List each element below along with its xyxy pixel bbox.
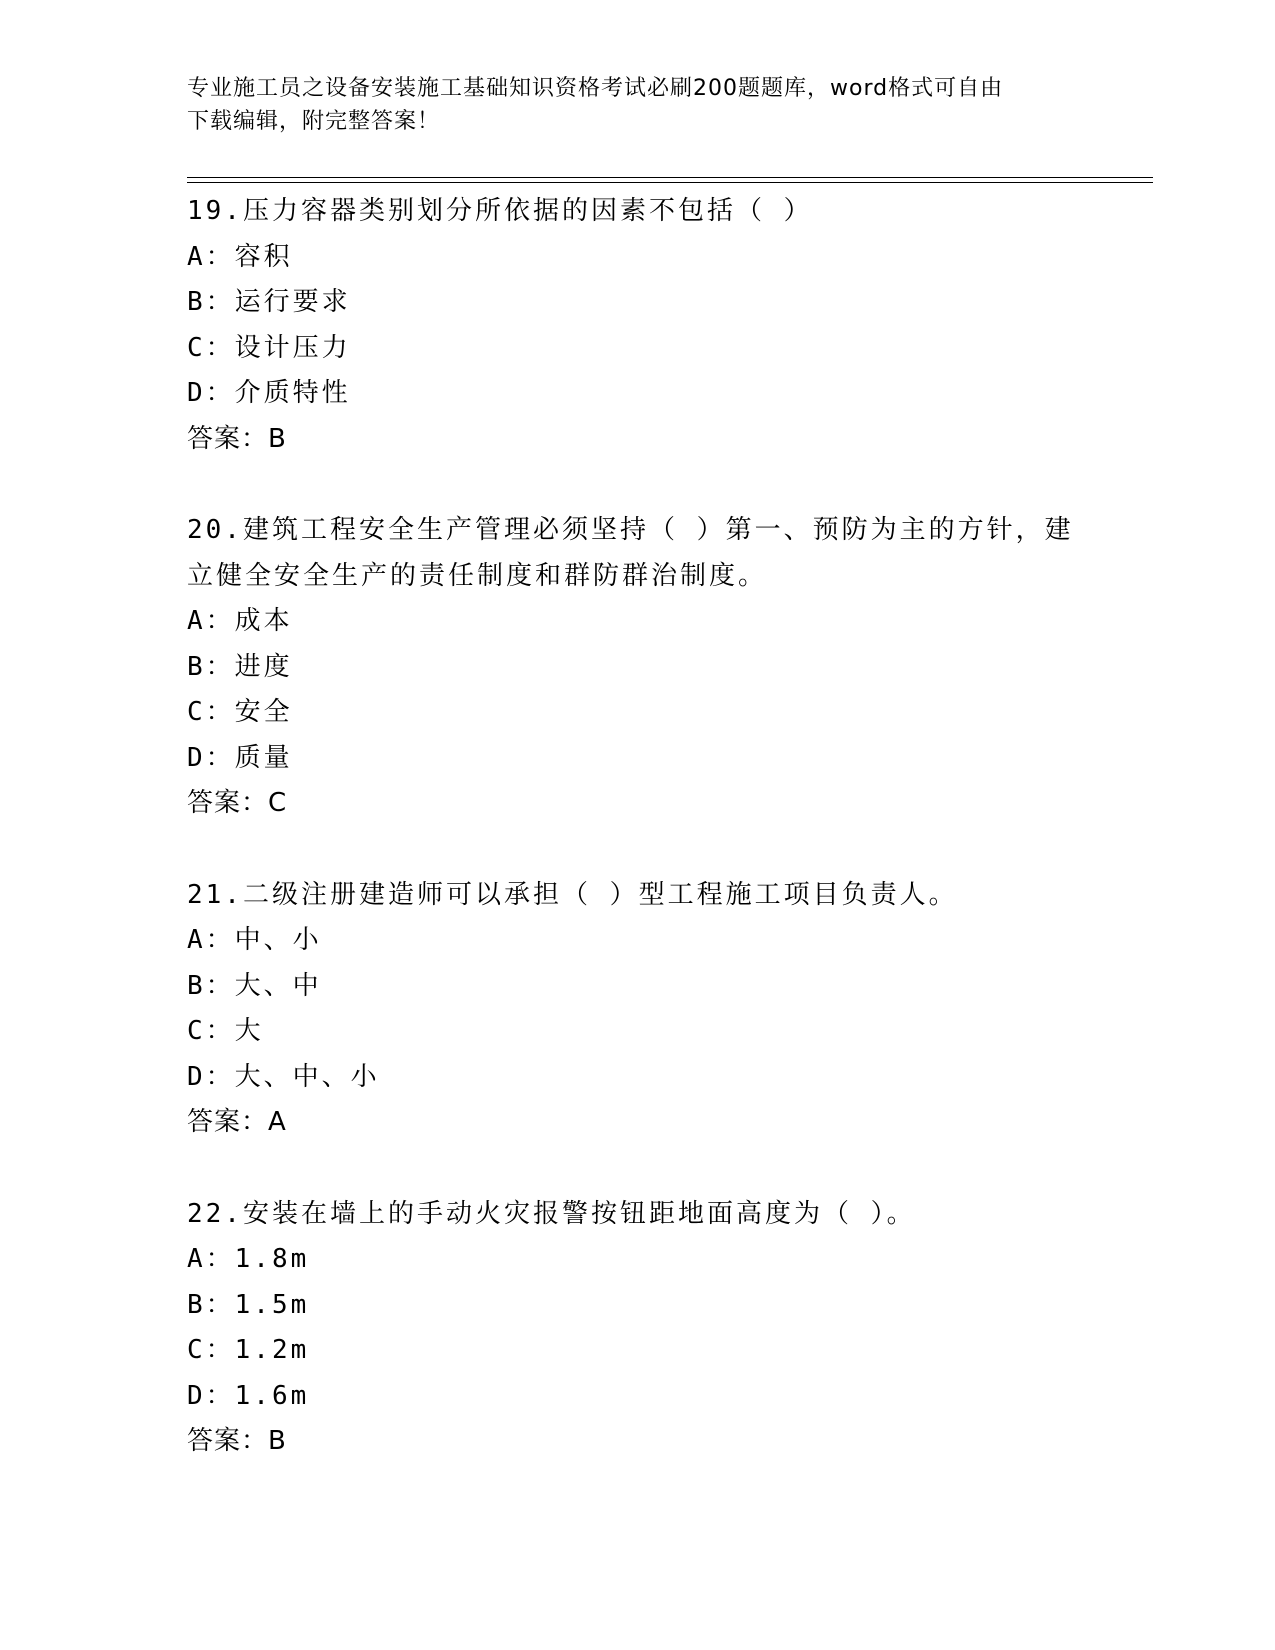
option-a: A：成本 [187, 606, 293, 636]
option-a: A：容积 [187, 241, 293, 272]
option-b: B：进度 [187, 651, 293, 682]
answer-label: 答案：B [187, 423, 287, 454]
option-d: D：质量 [187, 742, 293, 773]
option-c: C：安全 [187, 697, 293, 727]
option-b: B：大、中 [187, 970, 322, 1001]
stem-line: 21.二级注册建造师可以承担（ ）型工程施工项目负责人。 [187, 879, 958, 910]
question-stem [187, 508, 1087, 599]
stem-line: 19.压力容器类别划分所依据的因素不包括（ ） [187, 196, 813, 226]
document-header [187, 72, 1087, 138]
question-19 [187, 189, 1087, 462]
option-a: A：1.8m [187, 1244, 310, 1274]
stem-line: 立健全安全生产的责任制度和群防群治制度。 [187, 560, 768, 591]
question-list [187, 189, 1087, 1465]
option-c: C：设计压力 [187, 332, 351, 363]
option-c: C：1.2m [187, 1335, 310, 1365]
stem-line: 20.建筑工程安全生产管理必须坚持（ ）第一、预防为主的方针，建 [187, 515, 1074, 545]
answer-label: 答案：A [187, 1107, 287, 1137]
option-b: B：运行要求 [187, 287, 351, 317]
option-c: C：大 [187, 1016, 264, 1046]
header-line: 专业施工员之设备安装施工基础知识资格考试必刷200题题库，word格式可自由 [187, 76, 1004, 101]
option-b: B：1.5m [187, 1289, 310, 1320]
question-stem [187, 1192, 1087, 1238]
option-d: D：大、中、小 [187, 1061, 380, 1092]
answer-label: 答案：B [187, 1426, 287, 1456]
question-21 [187, 873, 1087, 1146]
header-line: 下载编辑，附完整答案！ [187, 109, 441, 134]
question-22 [187, 1192, 1087, 1465]
question-20 [187, 508, 1087, 827]
option-d: D：1.6m [187, 1380, 310, 1411]
stem-line: 22.安装在墙上的手动火灾报警按钮距地面高度为（ ）。 [187, 1198, 916, 1229]
header-divider-top [187, 177, 1153, 178]
option-a: A：中、小 [187, 925, 322, 955]
header-divider-bottom [187, 182, 1153, 183]
answer-label: 答案：C [187, 788, 288, 818]
question-stem [187, 189, 1087, 235]
option-d: D：介质特性 [187, 378, 351, 408]
question-stem [187, 873, 1087, 919]
